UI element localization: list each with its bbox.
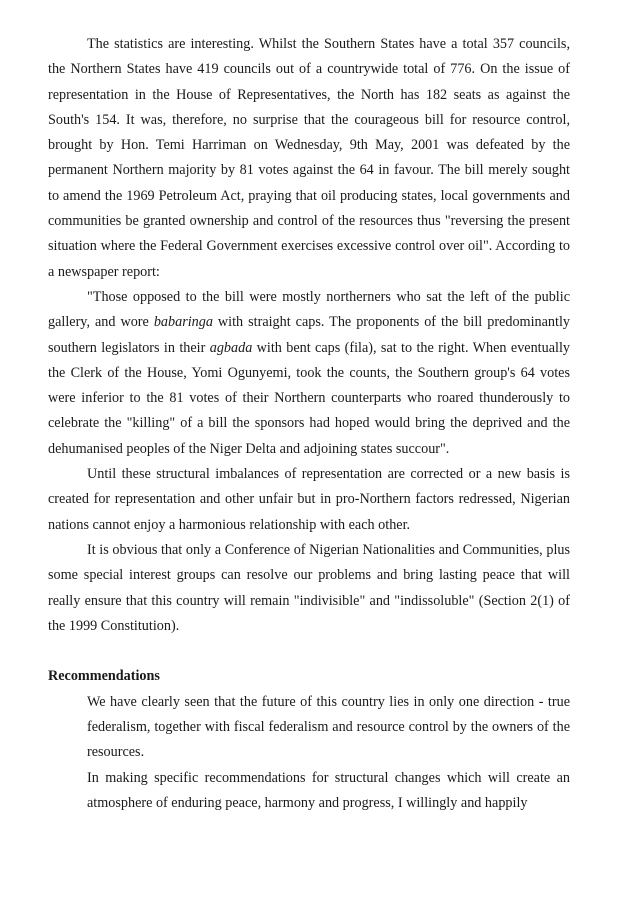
recommendations-body xyxy=(87,690,570,816)
section-spacer xyxy=(48,639,570,664)
quote-text-part-1: "Those opposed to the bill were mostly northerners who sat the left of the public gallery, and wore xyxy=(48,288,570,331)
quote-text-part-3: with bent caps (fila), sat to the right. When eventually the Clerk of the House, Yomi Ogunyemi, took the counts, the Southern group's 64 votes were inferior to the 81 votes of their Northern counterparts who roared thunderously to celebrate the "killing" of a bill the sponsors had hoped would bring the deprived and the dehumanised peoples of the Niger Delta and adjoining states succour". xyxy=(48,339,570,457)
paragraph-structural-imbalances: Until these structural imbalances of representation are corrected or a new basis is created for representation and other unfair but in pro-Northern factors redressed, Nigerian nations cannot enjoy a harmonious relationship with each other. xyxy=(48,466,570,533)
paragraph-newspaper-quote xyxy=(48,285,570,462)
recommendations-heading: Recommendations xyxy=(48,668,160,685)
quote-text-part-2: with straight caps. The proponents of the bill predominantly southern legislators in their xyxy=(48,314,570,356)
paragraph-conference: It is obvious that only a Conference of Nigerian Nationalities and Communities, plus some special interest groups can resolve our problems and bring lasting peace that will really ensure that this country will remain "indivisible" and "indissoluble" (Section 2(1) of the 1999 Constitution). xyxy=(48,541,570,634)
paragraph-statistics: The statistics are interesting. Whilst the Southern States have a total 357 councils, the Northern States have 419 councils out of a countrywide total of 776. On the issue of representation in the House of Representatives, the North has 182 seats as against the South's 154. It was, therefore, no surprise that the courageous bill for resource control, brought by Hon. Temi Harriman on Wednesday, 9th May, 2001 was defeated by the permanent Northern majority by 81 votes against the 64 in favour. The bill merely sought to amend the 1969 Petroleum Act, praying that oil producing states, local governments and communities be granted ownership and control of the resources thus "reversing the present situation where the Federal Government exercises excessive control over oil". According to a newspaper report: xyxy=(48,36,570,280)
quote-emphasis-babaringa: babaringa xyxy=(153,314,213,331)
document-page xyxy=(48,32,570,816)
recommendation-paragraph-1: We have clearly seen that the future of this country lies in only one direction - true federalism, together with fiscal federalism and resource control by the owners of the resources. xyxy=(87,693,570,761)
recommendation-paragraph-2: In making specific recommendations for structural changes which will create an atmosphere of enduring peace, harmony and progress, I willingly and happily xyxy=(87,769,570,811)
quote-emphasis-agbada: agbada xyxy=(209,339,253,356)
